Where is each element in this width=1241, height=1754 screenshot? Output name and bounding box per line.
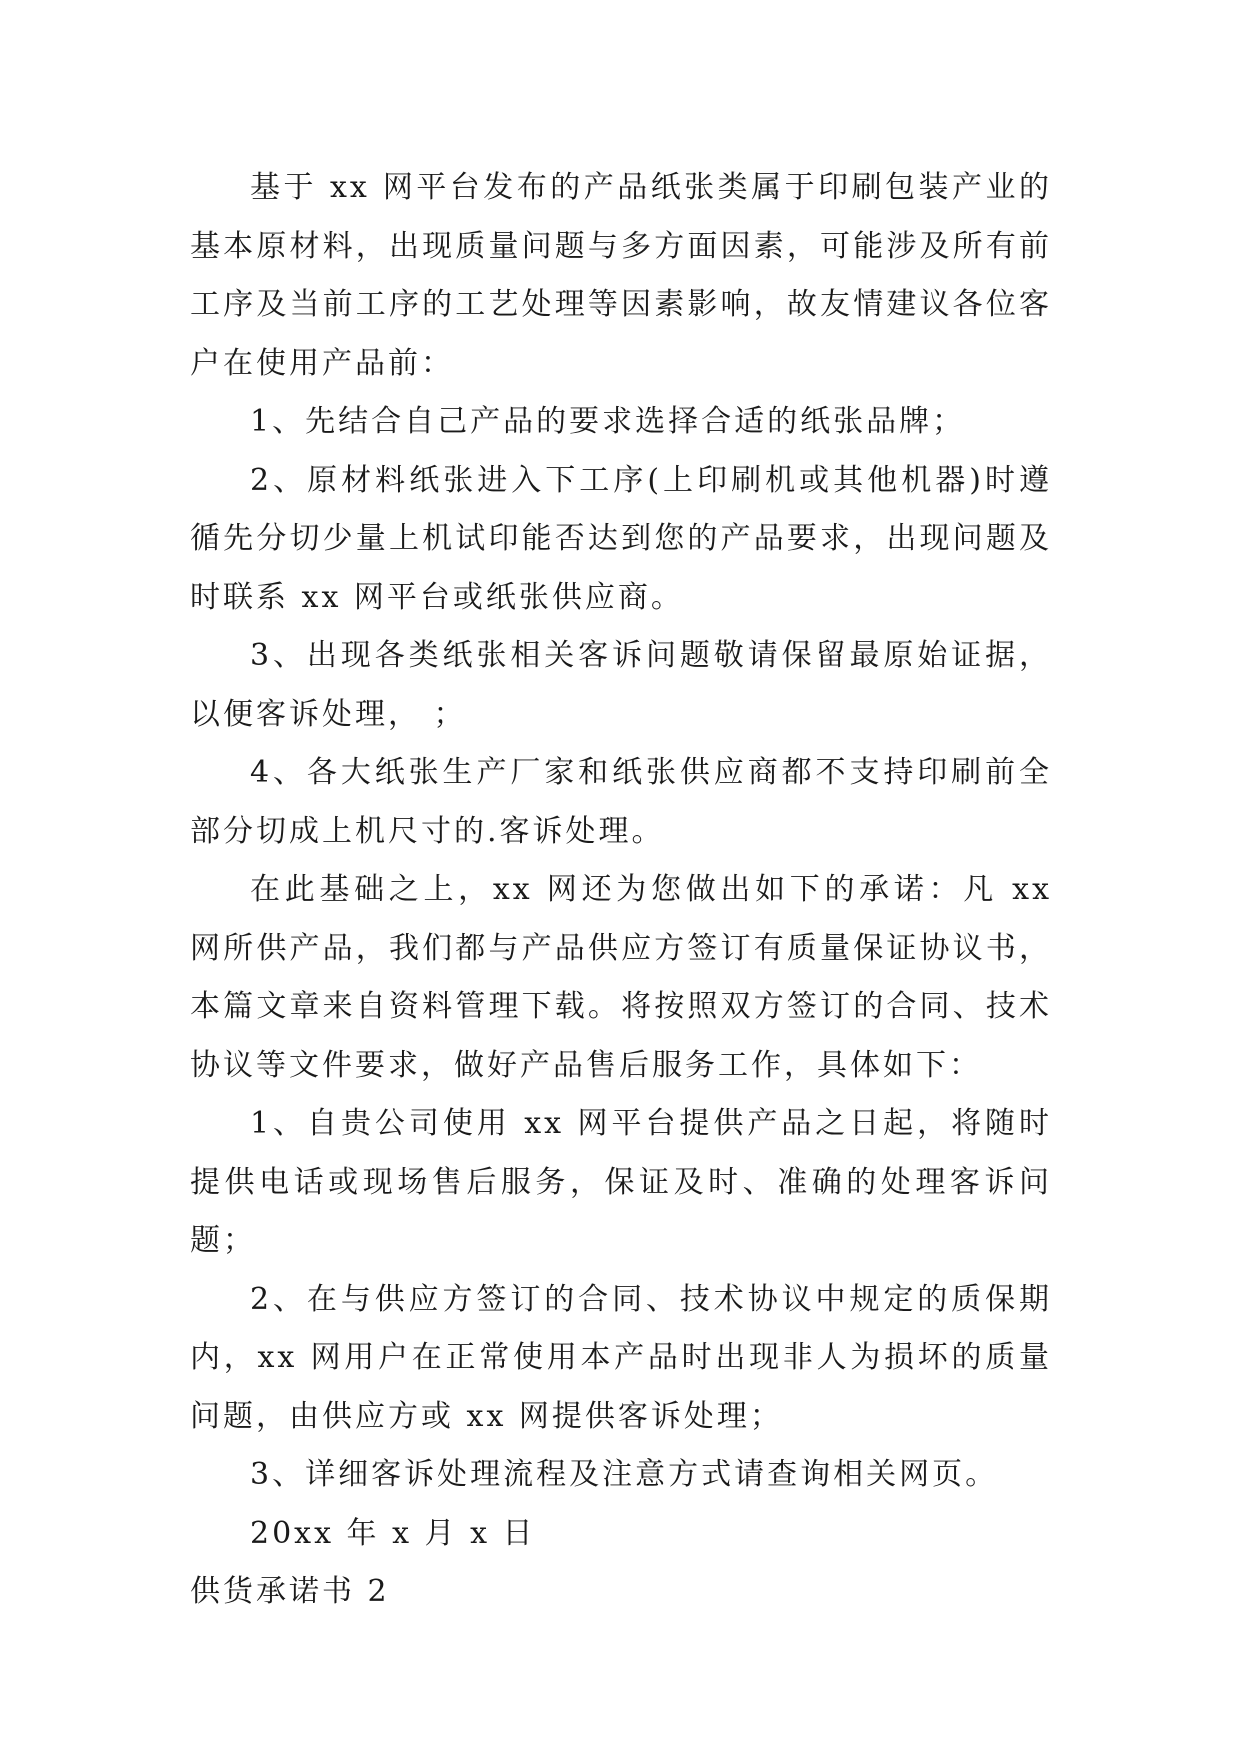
commitment-item-3: 3、详细客诉处理流程及注意方式请查询相关网页。 [250, 1457, 999, 1492]
intro-paragraph: 基于 xx 网平台发布的产品纸张类属于印刷包装产业的基本原材料，出现质量问题与多方面因素，可能涉及所有前工序及当前工序的工艺处理等因素影响，故友情建议各位客户在使用产品前： [190, 170, 1052, 381]
advice-item-3: 3、出现各类纸张相关客诉问题敬请保留最原始证据，以便客诉处理， ； [190, 638, 1052, 732]
commitment-paragraph: 在此基础之上，xx 网还为您做出如下的承诺：凡 xx 网所供产品，我们都与产品供应方签订有质量保证协议书，本篇文章来自资料管理下载。将按照双方签订的合同、技术协议等文件要求，做好产品售后服务工作，具体如下： [190, 872, 1052, 1083]
commitment-item-2: 2、在与供应方签订的合同、技术协议中规定的质保期内，xx 网用户在正常使用本产品时出现非人为损坏的质量问题，由供应方或 xx 网提供客诉处理； [190, 1281, 1052, 1434]
commitment-item-1: 1、自贵公司使用 xx 网平台提供产品之日起，将随时提供电话或现场售后服务，保证及时、准确的处理客诉问题； [190, 1106, 1052, 1258]
advice-item-2: 2、原材料纸张进入下工序(上印刷机或其他机器)时遵循先分切少量上机试印能否达到您的产品要求，出现问题及时联系 xx 网平台或纸张供应商。 [190, 462, 1052, 615]
advice-item-4: 4、各大纸张生产厂家和纸张供应商都不支持印刷前全部分切成上机尺寸的.客诉处理。 [190, 755, 1052, 849]
date-line: 20xx 年 x 月 x 日 [250, 1515, 536, 1551]
advice-item-1: 1、先结合自己产品的要求选择合适的纸张品牌； [250, 404, 966, 439]
document-page [190, 159, 1052, 1622]
next-section-heading: 供货承诺书 2 [190, 1574, 390, 1609]
